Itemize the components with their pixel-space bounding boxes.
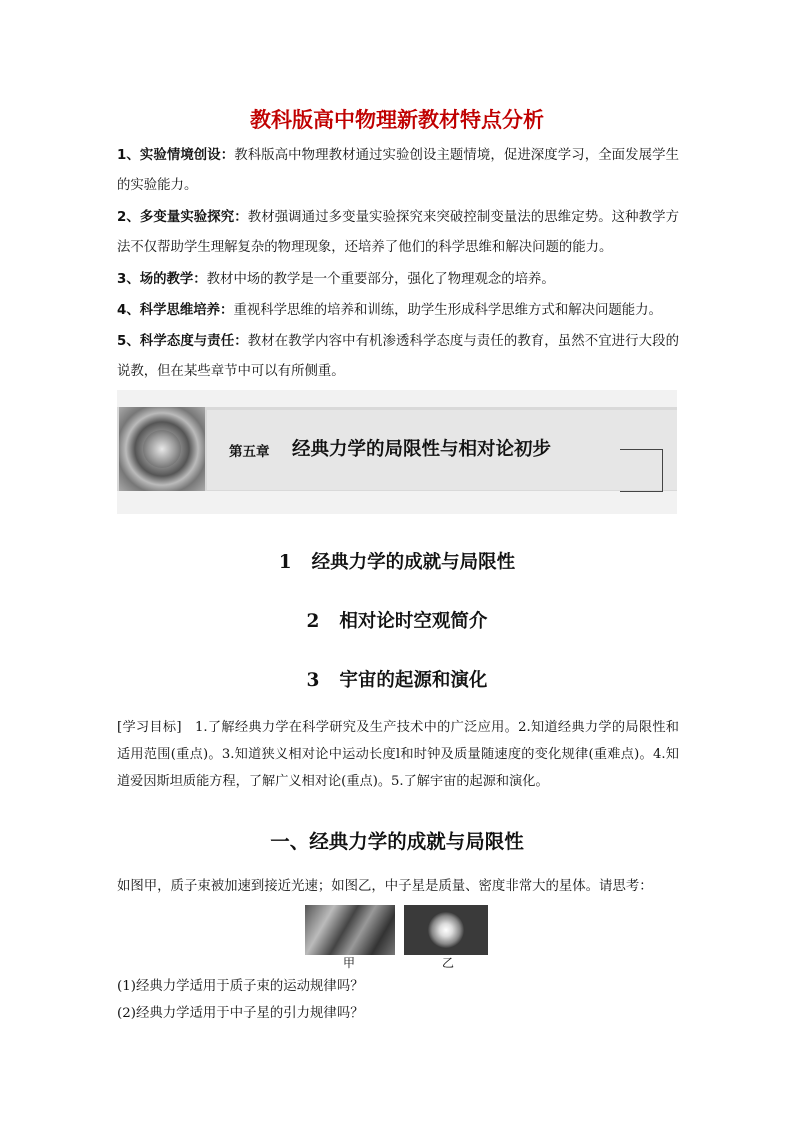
section-heading xyxy=(0,666,794,692)
proton-beam-image xyxy=(305,905,395,955)
feature-label: 4、科学思维培养： xyxy=(117,303,234,318)
feature-item xyxy=(117,265,679,295)
gear-center-icon xyxy=(143,430,181,468)
feature-item xyxy=(117,203,679,263)
page-title: 教科版高中物理新教材特点分析 xyxy=(250,108,544,132)
section-heading xyxy=(0,607,794,633)
objectives-text: 1.了解经典力学在科学研究及生产技术中的广泛应用。2.知道经典力学的局限性和适用范围(重点)。3.知道狭义相对论中运动长度l和时钟及质量随速度的变化规律(重难点)。4.知道爱因斯坦质能方程，了解广义相对论(重点)。5.了解宇宙的起源和演化。 xyxy=(117,720,679,789)
chapter-number: 第五章 xyxy=(229,444,270,460)
question-item: (1)经典力学适用于质子束的运动规律吗？ xyxy=(117,979,364,994)
chapter-title: 经典力学的局限性与相对论初步 xyxy=(292,439,552,460)
feature-label: 2、多变量实验探究： xyxy=(117,210,248,225)
section-number: 2 xyxy=(306,611,320,632)
feature-text: 教材在教学内容中有机渗透科学态度与责任的教育，虽然不宜进行大段的说教，但在某些章节中可以有所侧重。 xyxy=(117,334,679,379)
chapter-bracket-decoration xyxy=(620,449,663,492)
feature-text: 教材中场的教学是一个重要部分，强化了物理观念的培养。 xyxy=(206,272,555,287)
feature-label: 1、实验情境创设： xyxy=(117,148,235,163)
intro-text: 如图甲，质子束被加速到接近光速；如图乙，中子星是质量、密度非常大的星体。请思考： xyxy=(117,879,653,894)
caption-a: 甲 xyxy=(343,956,356,970)
question-item: (2)经典力学适用于中子星的引力规律吗？ xyxy=(117,1006,364,1021)
section-title: 经典力学的成就与局限性 xyxy=(311,552,516,573)
feature-item xyxy=(117,296,679,326)
section-number: 3 xyxy=(306,670,320,691)
feature-label: 5、科学态度与责任： xyxy=(117,334,248,349)
feature-item xyxy=(117,327,679,387)
section-heading xyxy=(0,548,794,574)
caption-b: 乙 xyxy=(442,956,455,970)
part-heading: 一、经典力学的成就与局限性 xyxy=(270,830,524,853)
feature-text: 教科版高中物理教材通过实验创设主题情境，促进深度学习，全面发展学生的实验能力。 xyxy=(117,148,679,193)
section-title: 相对论时空观简介 xyxy=(339,611,488,632)
section-title: 宇宙的起源和演化 xyxy=(339,670,488,691)
objectives-label: [学习目标] xyxy=(117,720,182,735)
feature-label: 3、场的教学： xyxy=(117,272,207,287)
section-number: 1 xyxy=(278,552,292,573)
feature-item xyxy=(117,141,679,201)
feature-text: 教材强调通过多变量实验探究来突破控制变量法的思维定势。这种教学方法不仅帮助学生理解复杂的物理现象，还培养了他们的科学思维和解决问题的能力。 xyxy=(117,210,679,255)
feature-text: 重视科学思维的培养和训练，助学生形成科学思维方式和解决问题能力。 xyxy=(233,303,662,318)
learning-objectives xyxy=(117,714,679,795)
neutron-star-glow xyxy=(428,912,464,948)
